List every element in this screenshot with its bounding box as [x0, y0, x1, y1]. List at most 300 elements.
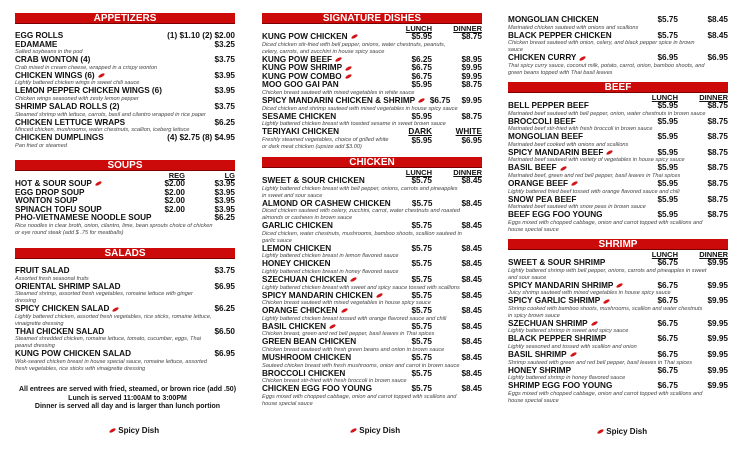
item-description: Marinated beef sauteed with bell pepper, onion, water chestnuts in brown sauce — [508, 110, 706, 117]
item-description: Chicken breast sauteed with fresh green beans and onion in brown sauce — [262, 346, 445, 353]
price: $6.95 — [707, 53, 728, 63]
item-row — [262, 200, 482, 209]
note-rice: All entrees are served with fried, steamed, or brown rice (add .50) — [18, 386, 237, 393]
price: $8.45 — [461, 384, 482, 394]
section-header: APPETIZERS — [15, 13, 235, 24]
section-header: SIGNATURE DISHES — [262, 13, 482, 24]
item-description: Wok-seared chicken breast in house special sauce, romaine lettuce, assorted fresh vegetables, rice sticks with vinaigrette dressing — [15, 358, 207, 372]
chili-icon — [616, 282, 624, 288]
chili-icon — [571, 181, 579, 187]
price: $8.75 — [707, 132, 728, 142]
spicy-legend — [106, 426, 159, 435]
menu-item — [262, 323, 482, 339]
item-name: SPINACH TOFU SOUP — [15, 204, 102, 214]
item-name: TERIYAKI CHICKEN — [262, 127, 340, 137]
item-name-wrap — [508, 211, 636, 220]
menu-item — [15, 214, 235, 237]
price: $8.45 — [461, 337, 482, 347]
item-name-wrap — [262, 370, 390, 379]
menu-item — [15, 305, 235, 328]
menu-item — [262, 292, 482, 308]
item-description: Steamed shrimp with lettuce, carrots, basil and cilantro wrapped in rice paper — [15, 111, 206, 118]
price: $5.95 — [657, 147, 678, 157]
item-row — [508, 196, 728, 205]
chili-icon — [97, 73, 105, 79]
item-name: MOO GOO GAI PAN — [262, 80, 339, 90]
spicy-legend — [347, 426, 400, 435]
menu-item — [508, 180, 728, 196]
note-dinner: Dinner is served all day and is larger than lunch portion — [34, 403, 221, 410]
item-name: ORANGE CHICKEN — [262, 306, 338, 316]
item-description: Lightly seasoned and tossed with scallion and onion — [508, 343, 637, 350]
item-description: Marinated beef sauteed with variety of vegetables in house spicy sauce — [508, 157, 685, 164]
item-row — [508, 133, 728, 142]
item-description: Chicken breast sauteed with onion, celery, and black pepper spice in brown sauce — [508, 40, 695, 54]
item-description: Diced chicken and shrimp sauteed with mixed vegetables in house spicy sauce — [262, 105, 458, 112]
menu-section — [262, 13, 482, 152]
price: $3.95 — [214, 70, 235, 80]
item-name-wrap — [508, 367, 636, 376]
price: $2.00 — [164, 196, 185, 206]
price: $3.25 — [214, 39, 235, 49]
item-name: BASIL BEEF — [508, 163, 557, 173]
item-name-wrap — [262, 276, 390, 285]
price: $8.75 — [461, 32, 482, 41]
item-name-wrap — [262, 33, 390, 42]
item-row — [262, 33, 482, 42]
price: $3.95 — [214, 196, 235, 206]
legend-label: Spicy Dish — [359, 426, 401, 435]
item-description: Chicken breast sauteed with mixed vegetables in white sauce — [262, 89, 415, 96]
item-description: Salted soybeans in the pod — [15, 49, 83, 56]
legend-label: Spicy Dish — [606, 427, 648, 436]
chili-icon — [344, 74, 352, 80]
price: $6.75 — [657, 365, 678, 375]
item-name-wrap — [262, 338, 390, 347]
price: $5.75 — [657, 15, 678, 24]
item-name-wrap — [508, 32, 636, 41]
item-row — [508, 180, 728, 189]
item-description: Diced chicken sauteed with celery, zucchini, carrot, water chestnuts and roasted almonds or cashews in brown sauce — [262, 208, 460, 222]
spicy-legend — [594, 427, 647, 436]
price: $8.45 — [461, 274, 482, 284]
price: $6.75 — [657, 318, 678, 328]
item-name: KUNG POW COMBO — [262, 71, 342, 81]
price: $5.95 — [657, 194, 678, 204]
price: $5.75 — [411, 274, 432, 284]
item-name: SPICY MANDARIN BEEF — [508, 147, 604, 157]
price: $6.25 — [214, 213, 235, 223]
price: $6.75 — [411, 71, 432, 81]
price: $9.95 — [707, 349, 728, 359]
item-name-wrap — [15, 328, 215, 337]
price: $8.45 — [707, 30, 728, 40]
item-name-wrap — [508, 180, 636, 189]
price: $9.95 — [707, 334, 728, 344]
item-name: HONEY SHRIMP — [508, 365, 572, 375]
item-name: CRAB WONTON (4) — [15, 55, 91, 65]
item-name: MUSHROOM CHICKEN — [262, 352, 352, 362]
chili-icon — [112, 306, 120, 312]
column-header: LUNCH — [405, 168, 432, 177]
chili-icon — [376, 292, 384, 298]
item-name-wrap — [262, 260, 390, 269]
price: $5.75 — [411, 290, 432, 300]
item-row — [262, 292, 482, 301]
chili-icon — [579, 55, 587, 61]
menu-section — [508, 82, 728, 234]
item-name-wrap — [262, 222, 390, 231]
menu-section — [262, 157, 482, 408]
item-row — [508, 367, 728, 376]
price: $3.95 — [214, 204, 235, 214]
price: $5.95 — [411, 80, 432, 90]
item-name-wrap — [262, 177, 390, 186]
item-name: ALMOND OR CASHEW CHICKEN — [262, 198, 391, 208]
item-row — [15, 72, 235, 81]
item-row — [15, 267, 235, 276]
chili-icon — [350, 428, 358, 434]
item-name-wrap — [508, 133, 636, 142]
menu-item — [15, 41, 235, 57]
item-row — [15, 328, 235, 337]
price: $8.45 — [461, 176, 482, 185]
item-row — [262, 354, 482, 363]
item-row — [508, 335, 728, 344]
item-name: KUNG POW CHICKEN SALAD — [15, 349, 131, 359]
item-name-wrap — [508, 351, 636, 360]
item-name: BLACK PEPPER SHRIMP — [508, 334, 607, 344]
item-name: MONGOLIAN BEEF — [508, 132, 584, 142]
item-name-wrap — [262, 245, 390, 254]
item-description: Sauteed chicken breast with fresh mushrooms, onion and carrot in brown sauce — [262, 362, 460, 369]
menu-item — [508, 32, 728, 55]
item-description: Lightly battered chicken breast with sweet and spicy sauce tossed with scallions — [262, 284, 460, 291]
item-description: Chicken breast stir-fried with fresh broccoli in brown sauce — [262, 378, 407, 385]
price: $9.95 — [707, 365, 728, 375]
item-name: CHICKEN DUMPLINGS — [15, 133, 104, 143]
price: $8.75 — [707, 101, 728, 110]
item-name: GARLIC CHICKEN — [262, 221, 333, 231]
price: $6.25 — [411, 54, 432, 64]
price: $3.75 — [214, 55, 235, 65]
item-name: SNOW PEA BEEF — [508, 194, 577, 204]
menu-item — [508, 164, 728, 180]
item-name-wrap — [508, 16, 636, 25]
column-header: DINNER — [453, 24, 482, 33]
item-row — [508, 16, 728, 25]
item-name: LEMON PEPPER CHICKEN WINGS (6) — [15, 86, 162, 96]
price: $5.75 — [411, 176, 432, 185]
item-name-wrap — [15, 41, 215, 50]
item-name-wrap — [262, 307, 390, 316]
column-header: REG — [168, 171, 185, 180]
menu-item — [262, 307, 482, 323]
price: $2.00 — [164, 179, 185, 188]
item-name: KUNG POW CHICKEN — [262, 32, 348, 41]
price: $5.95 — [657, 101, 678, 110]
price: $5.75 — [411, 384, 432, 394]
item-row — [262, 385, 482, 394]
item-row — [508, 211, 728, 220]
item-row — [508, 32, 728, 41]
item-description: Steamed shrimp, assorted fresh vegetables, romaine lettuce with ginger dressing — [15, 291, 193, 305]
menu-section — [15, 13, 235, 150]
item-row — [15, 305, 235, 314]
menu-notes — [15, 386, 240, 412]
menu-item — [508, 367, 728, 383]
section-header: BEEF — [508, 82, 728, 93]
item-name: THAI CHICKEN SALAD — [15, 326, 105, 336]
item-row — [15, 283, 235, 292]
item-name: SZECHUAN SHRIMP — [508, 318, 588, 328]
price: $8.45 — [461, 306, 482, 316]
item-name: BLACK PEPPER CHICKEN — [508, 30, 612, 40]
item-name-wrap — [508, 149, 636, 158]
item-name: CHICKEN LETTUCE WRAPS — [15, 117, 126, 127]
item-name: SESAME CHICKEN — [262, 111, 337, 121]
price-header: WHITE — [455, 127, 482, 137]
item-description: Eggs mixed with chopped cabbage, onion and carrot topped with scallions and house special sauce — [262, 393, 457, 407]
item-name: KUNG POW BEEF — [262, 54, 333, 64]
menu-item — [262, 222, 482, 245]
item-name-wrap — [508, 320, 636, 329]
item-name: SHRIMP SALAD ROLLS (2) — [15, 101, 120, 111]
column-header: DINNER — [699, 93, 728, 102]
menu-item — [15, 87, 235, 103]
price: $8.95 — [461, 54, 482, 64]
item-description: Shrimp cooked with bamboo shoots, mushrooms, scallion and water chestnuts in spicy brown sauce — [508, 305, 703, 319]
item-description: Steamed shredded chicken, romaine lettuce, tomato, cucumber, eggs, Thai peanut dressing — [15, 336, 201, 350]
item-name: WONTON SOUP — [15, 196, 78, 206]
item-description: Shrimp sauteed with green and red bell pepper, basil leaves in Thai spices — [508, 359, 693, 366]
item-name: ORANGE BEEF — [508, 178, 569, 188]
item-name: SPICY MANDARIN CHICKEN & SHRIMP — [262, 95, 416, 105]
item-name: GREEN BEAN CHICKEN — [262, 337, 357, 347]
price-header: DARK — [408, 127, 432, 137]
column-header: DINNER — [699, 250, 728, 259]
price: $9.95 — [707, 318, 728, 328]
item-row — [262, 307, 482, 316]
item-description: Marinated beef stir-fried with fresh broccoli in brown sauce — [508, 126, 653, 133]
item-name-wrap — [262, 97, 425, 106]
item-row — [262, 323, 482, 332]
item-row — [15, 134, 235, 143]
price: $2.00 — [164, 187, 185, 197]
item-description: Diced chicken stir-fried with bell pepper, onions, water chestnuts, peanuts, celery, carrots, and zucchini in house spicy sauce — [262, 41, 446, 55]
menu-item — [15, 267, 235, 283]
price: $9.95 — [707, 258, 728, 267]
price: $5.75 — [411, 198, 433, 208]
price: $6.25 — [214, 304, 235, 314]
item-name: SWEET & SOUR CHICKEN — [262, 176, 365, 185]
item-row — [508, 382, 728, 391]
section-header: SOUPS — [15, 160, 235, 171]
menu-item — [262, 245, 482, 261]
item-description: Lightly battered chicken, assorted fresh vegetables, rice sticks, romaine lettuce, vinaigrette dressing — [15, 313, 212, 327]
item-description: Lightly battered shrimp with bell pepper, onions, carrots and pineapples in sweet and sour sauce — [508, 267, 707, 281]
item-description: Freshly steamed vegetables, choice of grilled white or dark meat chicken (upsize add $3.00) — [262, 136, 389, 150]
item-description: Lightly battered chicken wings in sweet chili sauce — [15, 80, 140, 87]
price: $5.95 — [657, 210, 678, 220]
chili-icon — [95, 181, 103, 187]
menu-item — [508, 16, 728, 32]
price: $8.45 — [461, 368, 482, 378]
item-name-wrap — [15, 72, 215, 81]
menu-item — [262, 370, 482, 386]
menu-item — [262, 354, 482, 370]
item-description: Rice noodles in clear broth, onion, cilantro, lime, bean sprouts choice of chicken or eye round steak (add $ .75 for meatballs) — [15, 222, 213, 236]
price: $6.95 — [214, 349, 235, 359]
chili-icon — [350, 34, 358, 40]
item-description: Marinated chicken sauteed with onions and scallions — [508, 24, 639, 31]
price: $3.75 — [214, 266, 235, 275]
note-lunch: Lunch is served 11:00AM to 3:00PM — [68, 394, 187, 402]
item-name-wrap — [508, 259, 636, 268]
item-name: BASIL CHICKEN — [262, 321, 326, 331]
menu-item — [262, 33, 482, 56]
item-row — [262, 245, 482, 254]
item-description: Crab mixed in cream cheese, wrapped in a crispy wonton — [15, 64, 158, 71]
menu-item — [15, 72, 235, 88]
item-description: Eggs mixed with chopped cabbage, onion and carrot topped with scallions and house special sauce — [508, 390, 703, 404]
menu-item — [262, 260, 482, 276]
column-header: LG — [224, 171, 235, 180]
item-description: Minced chicken, mushrooms, water chestnuts, scallion, iceberg lettuce — [15, 127, 190, 134]
section-header: SHRIMP — [508, 239, 728, 250]
item-description: Lightly battered shrimp in honey flavored sauce — [508, 375, 626, 382]
item-name-wrap — [15, 283, 215, 292]
item-name: SPICY MANDARIN SHRIMP — [508, 280, 614, 290]
item-name: SWEET & SOUR SHRIMP — [508, 258, 606, 267]
price: $5.75 — [411, 221, 432, 231]
item-name: KUNG POW SHRIMP — [262, 63, 343, 73]
price: (1) $1.10 (2) $2.00 — [167, 31, 235, 40]
price: $3.75 — [214, 101, 235, 111]
menu-item — [15, 103, 235, 119]
section-header: CHICKEN — [262, 157, 482, 168]
item-description: Marinated beef cooked with onions and scallions — [508, 141, 629, 148]
price: $3.95 — [214, 187, 235, 197]
item-name-wrap — [508, 54, 636, 63]
item-name-wrap — [508, 196, 636, 205]
item-name-wrap — [508, 164, 636, 173]
item-name-wrap — [15, 134, 167, 143]
item-name: CHICKEN CURRY — [508, 53, 577, 63]
column-header: LUNCH — [651, 93, 678, 102]
item-row — [508, 164, 728, 173]
menu-item — [15, 328, 235, 351]
price: $5.95 — [411, 111, 432, 121]
price: $6.50 — [214, 326, 235, 336]
price: $6.95 — [461, 135, 482, 145]
item-description: Chicken breast, green and red bell pepper, basil leaves in Thai spices — [262, 331, 435, 338]
price: $8.45 — [461, 321, 482, 331]
menu-section — [15, 248, 235, 373]
menu-section — [508, 16, 728, 77]
chili-icon — [603, 298, 611, 304]
item-name-wrap — [262, 113, 390, 122]
chili-icon — [569, 352, 577, 358]
item-description: Chicken wings seasoned with zesty lemon pepper — [15, 95, 139, 102]
chili-icon — [559, 165, 567, 171]
item-name: BROCCOLI CHICKEN — [262, 368, 346, 378]
price: $9.95 — [461, 63, 482, 73]
item-name: ORIENTAL SHRIMP SALAD — [15, 281, 121, 291]
menu-item — [262, 81, 482, 97]
item-row — [508, 102, 728, 111]
price: $6.75 — [657, 280, 678, 290]
price: $6.95 — [214, 281, 235, 291]
item-name: SPICY GARLIC SHRIMP — [508, 296, 601, 306]
item-name-wrap — [508, 118, 636, 127]
price: $5.95 — [657, 178, 678, 188]
chili-icon — [335, 56, 343, 62]
item-row — [508, 297, 728, 306]
menu-item — [15, 119, 235, 135]
price: $9.95 — [461, 95, 482, 105]
item-description: Chicken breast sauteed with mixed vegetables in house spicy sauce — [262, 300, 431, 307]
price: $5.95 — [657, 116, 678, 126]
item-row — [508, 149, 728, 158]
item-row — [15, 41, 235, 50]
price: $8.45 — [461, 243, 482, 253]
price: $9.95 — [707, 381, 728, 391]
item-name: FRUIT SALAD — [15, 266, 70, 275]
menu-item — [15, 134, 235, 150]
item-name-wrap — [15, 214, 151, 223]
item-name-wrap — [508, 382, 636, 391]
price: $6.75 — [429, 95, 451, 105]
price: $8.45 — [707, 15, 728, 24]
price: $8.45 — [461, 352, 482, 362]
price: $8.75 — [707, 147, 728, 157]
item-name-wrap — [262, 323, 390, 332]
column-header: DINNER — [453, 168, 482, 177]
menu-item — [508, 133, 728, 149]
menu-item — [262, 177, 482, 200]
item-name: BROCCOLI BEEF — [508, 116, 576, 126]
price: $6.75 — [657, 381, 678, 391]
item-name-wrap — [15, 305, 215, 314]
price: $9.95 — [707, 296, 728, 306]
item-row — [262, 222, 482, 231]
item-row — [262, 97, 482, 106]
price: $8.75 — [707, 163, 728, 173]
chili-icon — [590, 321, 598, 327]
price: $8.75 — [461, 111, 482, 121]
menu-item — [508, 211, 728, 234]
item-name: BASIL SHRIMP — [508, 349, 567, 359]
item-name: EGG DROP SOUP — [15, 187, 85, 197]
menu-item — [262, 97, 482, 113]
price: (4) $2.75 (8) $4.95 — [167, 133, 235, 143]
item-name: SHRIMP EGG FOO YOUNG — [508, 381, 613, 391]
item-name-wrap — [15, 56, 215, 65]
item-name-wrap — [262, 200, 391, 209]
chili-icon — [340, 308, 348, 314]
item-name: BELL PEPPER BEEF — [508, 101, 589, 110]
price: $8.45 — [461, 221, 482, 231]
item-description: Assorted fresh seasonal fruits — [15, 275, 89, 282]
item-row — [508, 118, 728, 127]
menu-item — [508, 118, 728, 134]
price: $5.75 — [411, 337, 432, 347]
price: $5.75 — [411, 321, 432, 331]
item-name-wrap — [15, 103, 215, 112]
item-name: SPICY CHICKEN SALAD — [15, 304, 110, 314]
item-row — [508, 351, 728, 360]
